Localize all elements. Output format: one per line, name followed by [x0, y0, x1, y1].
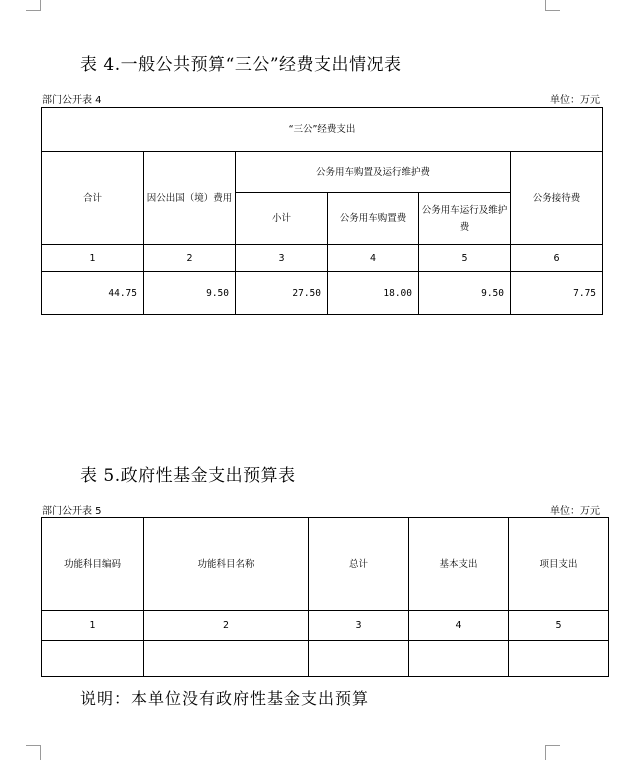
table4-header-main: “三公”经费支出 — [42, 108, 603, 152]
table5-col-total: 总计 — [309, 518, 409, 611]
table4-index-cell: 2 — [144, 245, 236, 272]
table4-value-cell: 27.50 — [236, 272, 328, 315]
table4-index-cell: 1 — [42, 245, 144, 272]
table4-index-cell: 5 — [419, 245, 511, 272]
table5-index-cell: 5 — [509, 611, 609, 641]
table5-index-cell: 4 — [409, 611, 509, 641]
table4-index-cell: 4 — [328, 245, 419, 272]
table5-title: 表 5.政府性基金支出预算表 — [80, 466, 296, 486]
table-row — [42, 641, 609, 677]
table5-empty-cell — [144, 641, 309, 677]
table4-title: 表 4.一般公共预算“三公”经费支出情况表 — [80, 55, 402, 75]
table4-index-cell: 3 — [236, 245, 328, 272]
table4-value-cell: 9.50 — [144, 272, 236, 315]
table5-col-code: 功能科目编码 — [42, 518, 144, 611]
table4-value-cell: 44.75 — [42, 272, 144, 315]
table4-col-subtotal: 小计 — [236, 193, 328, 245]
table4-col-operation: 公务用车运行及维护费 — [419, 193, 511, 245]
table4-col-total: 合计 — [42, 152, 144, 245]
table5-col-basic: 基本支出 — [409, 518, 509, 611]
table5-index-cell: 2 — [144, 611, 309, 641]
table5-empty-cell — [309, 641, 409, 677]
table-row — [42, 611, 609, 641]
crop-mark-bottom-left — [26, 745, 41, 760]
crop-mark-bottom-right — [545, 745, 560, 760]
table4-group-vehicle: 公务用车购置及运行维护费 — [236, 152, 511, 193]
table5-index-cell: 3 — [309, 611, 409, 641]
table5-empty-cell — [42, 641, 144, 677]
table-row — [42, 272, 603, 315]
table4-col-reception: 公务接待费 — [511, 152, 603, 245]
table5 — [41, 517, 609, 677]
table4-value-cell: 18.00 — [328, 272, 419, 315]
table4-value-cell: 9.50 — [419, 272, 511, 315]
table5-unit: 单位：万元 — [550, 506, 600, 517]
table5-col-project: 项目支出 — [509, 518, 609, 611]
table4-code: 部门公开表 4 — [42, 95, 102, 106]
table4-col-purchase: 公务用车购置费 — [328, 193, 419, 245]
table4-col-abroad: 因公出国（境）费用 — [144, 152, 236, 245]
table-row — [42, 245, 603, 272]
note-text: 说明：本单位没有政府性基金支出预算 — [80, 689, 370, 708]
crop-mark-top-right — [545, 0, 560, 11]
table4-value-cell: 7.75 — [511, 272, 603, 315]
crop-mark-top-left — [26, 0, 41, 11]
table5-empty-cell — [409, 641, 509, 677]
table4-unit: 单位：万元 — [550, 95, 600, 106]
table5-col-name: 功能科目名称 — [144, 518, 309, 611]
table4-index-cell: 6 — [511, 245, 603, 272]
table5-empty-cell — [509, 641, 609, 677]
table4 — [41, 107, 603, 315]
table5-code: 部门公开表 5 — [42, 506, 102, 517]
table5-index-cell: 1 — [42, 611, 144, 641]
